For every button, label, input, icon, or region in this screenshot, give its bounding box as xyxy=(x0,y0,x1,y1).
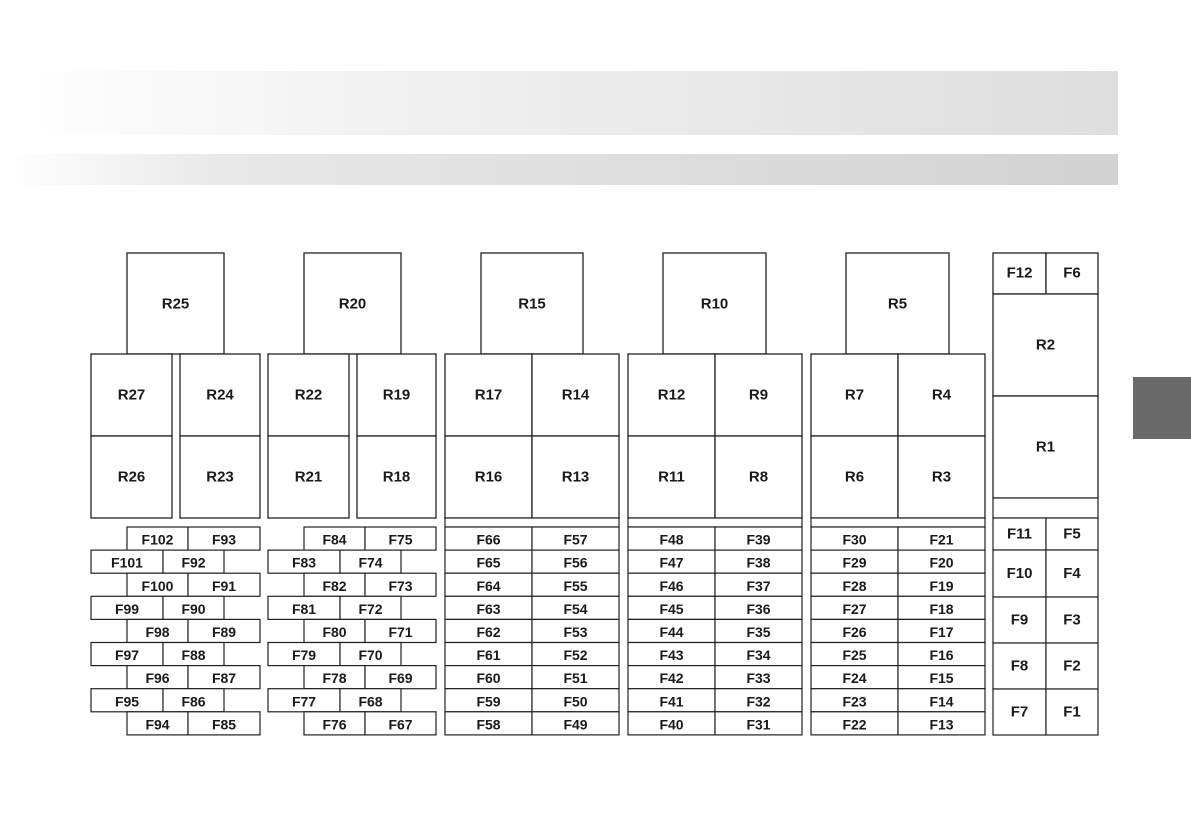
fuse-label: F82 xyxy=(322,577,347,594)
fuse-label: F57 xyxy=(563,531,588,548)
fuse-label: F51 xyxy=(563,670,588,687)
fuse-label: F89 xyxy=(211,623,237,640)
fuse-label: F87 xyxy=(211,670,237,687)
fuse-label: F40 xyxy=(659,716,684,733)
fuse-label: F48 xyxy=(659,531,684,548)
relay-label: R13 xyxy=(561,468,590,486)
fuse-label: F64 xyxy=(476,577,501,594)
fuse-label: F85 xyxy=(211,716,237,733)
relay-label: R19 xyxy=(382,386,411,404)
relay-label: R15 xyxy=(518,295,546,313)
fuse-label: F15 xyxy=(929,670,954,687)
fuse-label: F38 xyxy=(746,554,771,571)
relay-label: R25 xyxy=(161,295,190,313)
fuse-label: F43 xyxy=(659,647,684,664)
fuse-label: F20 xyxy=(929,554,954,571)
fuse-label: F23 xyxy=(842,693,867,710)
fuse-label: F1 xyxy=(1063,703,1081,721)
fuse-label: F49 xyxy=(563,716,588,733)
fuse-label: F26 xyxy=(842,623,867,640)
relay-label: R1 xyxy=(1035,438,1056,456)
relay-label: R8 xyxy=(748,468,769,486)
fuse-label: F68 xyxy=(358,693,383,710)
fuse-label: F88 xyxy=(181,647,206,664)
connector-strip xyxy=(445,518,619,527)
fuse-label: F16 xyxy=(929,647,954,664)
fuse-label: F14 xyxy=(929,693,954,710)
fuse-label: F93 xyxy=(211,531,237,548)
relay-label: R16 xyxy=(474,468,503,486)
fuse-label: F45 xyxy=(659,600,684,617)
relay-label: R10 xyxy=(700,295,729,313)
fuse-label: F5 xyxy=(1063,525,1081,543)
fuse-label: F31 xyxy=(746,716,771,733)
connector-strip xyxy=(811,518,985,527)
relay-label: R9 xyxy=(748,386,769,404)
fuse-label: F34 xyxy=(746,647,771,664)
fuse-label: F58 xyxy=(476,716,501,733)
fuse-label: F101 xyxy=(111,554,143,571)
fuse-label: F36 xyxy=(746,600,771,617)
fuse-label: F46 xyxy=(659,577,684,594)
fuse-label: F65 xyxy=(476,554,501,571)
fuse-label: F83 xyxy=(291,554,317,571)
fuse-label: F27 xyxy=(842,600,867,617)
relay-label: R24 xyxy=(206,386,234,404)
relay-label: R22 xyxy=(294,386,323,404)
fuse-label: F78 xyxy=(322,670,347,687)
relay-label: R5 xyxy=(887,295,908,313)
fuse-label: F100 xyxy=(141,577,174,594)
fuse-label: F10 xyxy=(1006,565,1033,582)
relay-label: R20 xyxy=(338,295,367,313)
fuse-label: F90 xyxy=(181,600,206,617)
fuse-label: F47 xyxy=(659,554,684,571)
fuse-label: F53 xyxy=(563,623,588,640)
fuse-label: F8 xyxy=(1010,657,1029,675)
fuse-label: F37 xyxy=(746,577,771,594)
fuse-label: F11 xyxy=(1006,525,1033,543)
fuse-label: F86 xyxy=(181,693,206,710)
fuse-label: F72 xyxy=(358,600,383,617)
fuse-label: F52 xyxy=(563,647,588,664)
fuse-label: F9 xyxy=(1010,611,1029,629)
connector-strip xyxy=(628,518,802,527)
fuse-label: F42 xyxy=(659,670,684,687)
fuse-label: F29 xyxy=(842,554,867,571)
fuse-label: F94 xyxy=(145,716,170,733)
fuse-label: F63 xyxy=(476,600,501,617)
relay-label: R23 xyxy=(206,468,234,486)
fuse-label: F7 xyxy=(1010,703,1029,721)
relay-label: R18 xyxy=(382,468,411,486)
fuse-label: F30 xyxy=(842,531,867,548)
relay-label: R14 xyxy=(561,386,590,404)
fuse-label: F76 xyxy=(322,716,347,733)
fuse-label: F6 xyxy=(1063,264,1081,282)
fuse-label: F79 xyxy=(291,647,317,664)
fuse-label: F92 xyxy=(181,554,206,571)
fuse-label: F97 xyxy=(114,647,140,664)
fuse-label: F44 xyxy=(659,623,684,640)
fuse-label: F19 xyxy=(929,577,954,594)
fuse-label: F99 xyxy=(114,600,140,617)
fuse-label: F22 xyxy=(842,716,867,733)
fuse-label: F96 xyxy=(145,670,170,687)
fuse-label: F66 xyxy=(476,531,501,548)
fuse-label: F39 xyxy=(746,531,771,548)
fuse-label: F60 xyxy=(476,670,501,687)
fuse-label: F67 xyxy=(388,716,413,733)
fuse-label: F28 xyxy=(842,577,867,594)
fuse-label: F18 xyxy=(929,600,954,617)
fuse-label: F33 xyxy=(746,670,771,687)
fuse-label: F12 xyxy=(1006,264,1033,282)
fuse-label: F59 xyxy=(476,693,501,710)
fuse-label: F61 xyxy=(476,647,501,664)
relay-label: R17 xyxy=(474,386,503,404)
relay-label: R26 xyxy=(117,468,146,486)
fuse-label: F91 xyxy=(211,577,237,594)
fuse-label: F77 xyxy=(291,693,317,710)
connector-strip xyxy=(993,498,1098,518)
relay-label: R11 xyxy=(658,468,685,486)
fuse-label: F62 xyxy=(476,623,501,640)
relay-label: R2 xyxy=(1035,336,1056,354)
fuse-label: F81 xyxy=(291,600,317,617)
fuse-label: F24 xyxy=(842,670,867,687)
fuse-label: F56 xyxy=(563,554,588,571)
fuse-label: F102 xyxy=(141,531,174,548)
relay-label: R4 xyxy=(931,386,952,404)
fuse-label: F17 xyxy=(929,623,954,640)
fuse-label: F35 xyxy=(746,623,771,640)
fuse-label: F3 xyxy=(1063,611,1081,629)
fuse-label: F73 xyxy=(388,577,413,594)
fuse-label: F13 xyxy=(929,716,954,733)
fuse-label: F21 xyxy=(929,531,954,548)
relay-label: R12 xyxy=(657,386,686,404)
fuse-label: F70 xyxy=(358,647,383,664)
fuse-label: F4 xyxy=(1063,565,1081,582)
fuse-label: F80 xyxy=(322,623,347,640)
fuse-label: F41 xyxy=(659,693,684,710)
relay-label: R7 xyxy=(844,386,865,404)
fuse-label: F69 xyxy=(388,670,413,687)
fuse-label: F75 xyxy=(388,531,413,548)
fuse-label: F54 xyxy=(563,600,588,617)
relay-label: R21 xyxy=(294,468,323,486)
fuse-label: F55 xyxy=(563,577,588,594)
fuse-label: F32 xyxy=(746,693,771,710)
fuse-label: F95 xyxy=(114,693,140,710)
fuse-label: F84 xyxy=(322,531,347,548)
relay-label: R27 xyxy=(117,386,146,404)
relay-label: R6 xyxy=(844,468,865,486)
relay-label: R3 xyxy=(931,468,952,486)
fuse-label: F98 xyxy=(145,623,170,640)
fuse-label: F25 xyxy=(842,647,867,664)
fuse-label: F50 xyxy=(563,693,588,710)
fuse-label: F2 xyxy=(1063,657,1081,675)
fuse-label: F71 xyxy=(388,623,413,640)
fuse-label: F74 xyxy=(358,554,383,571)
